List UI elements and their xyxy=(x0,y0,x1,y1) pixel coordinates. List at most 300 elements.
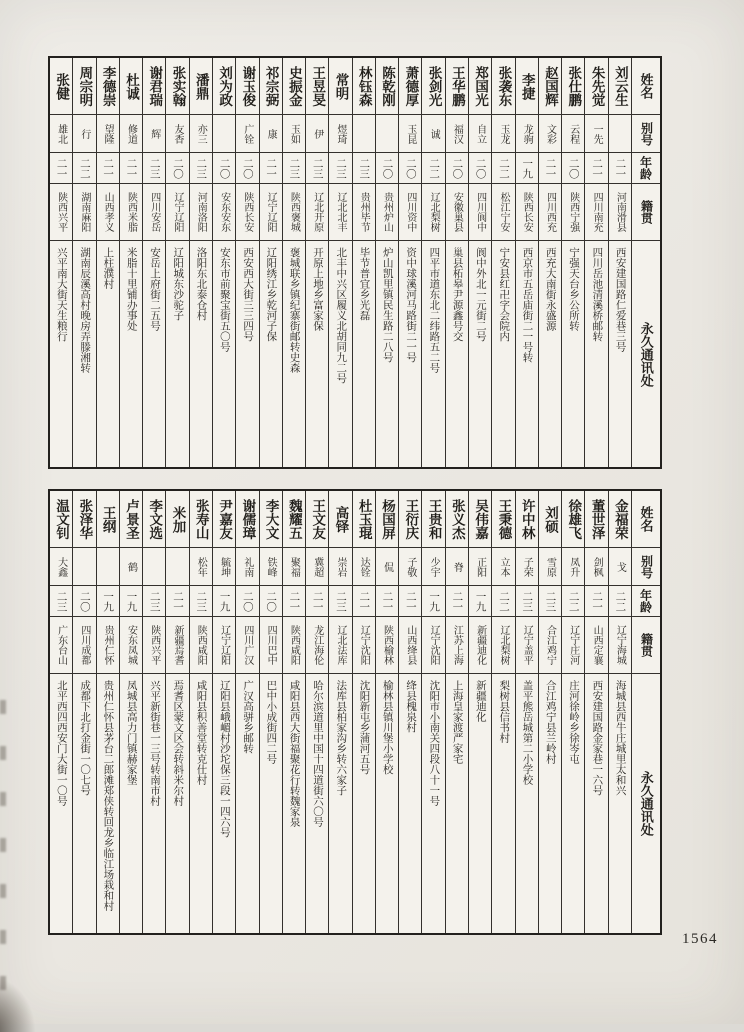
entry-column xyxy=(119,58,142,467)
entry-address: 海城县西牛庄城里太和兴 xyxy=(614,680,626,796)
entry-name: 张剑光 xyxy=(422,58,444,115)
entry-column xyxy=(352,58,375,467)
entry-column xyxy=(50,58,72,467)
entry-address: 盖平熊岳城第二小学校 xyxy=(521,680,533,785)
entry-alias: 戈 xyxy=(609,548,631,586)
entry-column xyxy=(352,491,375,933)
entry-address: 梨树县信书村 xyxy=(498,680,510,743)
entry-column xyxy=(538,491,561,933)
entry-origin: 龙江海伦 xyxy=(306,617,328,674)
entry-column xyxy=(375,491,398,933)
entry-name: 许中林 xyxy=(516,491,538,548)
entry-address: 巴中小成街四二号 xyxy=(265,680,277,764)
entry-column xyxy=(50,491,72,933)
entry-origin: 辽宁辽阳 xyxy=(166,184,188,241)
entry-age: 二〇 xyxy=(213,153,235,184)
entry-alias: 福汉 xyxy=(446,115,468,153)
entry-name: 温文钊 xyxy=(50,491,72,548)
entry-age: 二二 xyxy=(609,586,631,617)
entry-age: 二一 xyxy=(260,153,282,184)
entry-column xyxy=(142,58,165,467)
entry-name: 张袭东 xyxy=(492,58,514,115)
header-column xyxy=(631,58,660,467)
entry-name: 王贵和 xyxy=(422,491,444,548)
entry-origin: 山西定襄 xyxy=(585,617,607,674)
entry-column xyxy=(584,58,607,467)
entry-address: 开原上地乡富家保 xyxy=(311,247,323,331)
entry-column xyxy=(398,491,421,933)
entry-column xyxy=(72,491,95,933)
entry-origin: 陕西褒城 xyxy=(283,184,305,241)
entry-age: 二二 xyxy=(562,586,584,617)
entry-name: 金福荣 xyxy=(609,491,631,548)
entry-name: 王华鹏 xyxy=(446,58,468,115)
entry-column xyxy=(445,491,468,933)
entry-alias: 崇岩 xyxy=(329,548,351,586)
entry-alias: 雄北 xyxy=(50,115,72,153)
entry-name: 张义杰 xyxy=(446,491,468,548)
entry-age: 二一 xyxy=(97,153,119,184)
entry-address: 湖南辰溪高村晚房弄滕湘转 xyxy=(79,247,91,373)
entry-alias xyxy=(143,548,165,586)
entry-age: 一九 xyxy=(120,586,142,617)
entry-alias: 子敬 xyxy=(399,548,421,586)
directory-table-top xyxy=(48,56,662,469)
entry-name: 徐雄飞 xyxy=(562,491,584,548)
entry-address: 西安建国路仁爱巷三号 xyxy=(614,247,626,352)
entry-alias: 立本 xyxy=(492,548,514,586)
header-address-label: 永久通讯处 xyxy=(638,321,654,387)
entry-name: 王衍庆 xyxy=(399,491,421,548)
entry-alias: 修道 xyxy=(120,115,142,153)
entry-origin: 辽宁辽阳 xyxy=(260,184,282,241)
entry-address: 褒城联乡镇纪寨街邮转史森 xyxy=(288,247,300,373)
entry-address: 咸阳县积善堂转克仕村 xyxy=(195,680,207,785)
entry-column xyxy=(96,491,119,933)
header-column xyxy=(631,491,660,933)
entry-name: 卢景圣 xyxy=(120,491,142,548)
entry-column xyxy=(212,58,235,467)
entry-age: 二三 xyxy=(190,586,212,617)
entry-alias: 云程 xyxy=(562,115,584,153)
entry-origin: 四川南充 xyxy=(585,184,607,241)
entry-origin: 安徽巢县 xyxy=(446,184,468,241)
entry-column xyxy=(119,491,142,933)
entry-column xyxy=(96,58,119,467)
entry-age: 二一 xyxy=(539,153,561,184)
entry-name: 潘鼎 xyxy=(190,58,212,115)
entry-alias: 大鑫 xyxy=(50,548,72,586)
entry-column xyxy=(398,58,421,467)
entry-age: 二一 xyxy=(50,153,72,184)
entry-age: 二二 xyxy=(422,153,444,184)
entry-origin: 贵州仁怀 xyxy=(97,617,119,674)
entry-age: 二〇 xyxy=(236,153,258,184)
entry-name: 张健 xyxy=(50,58,72,115)
entry-name: 萧德厚 xyxy=(399,58,421,115)
entry-origin: 四川西充 xyxy=(539,184,561,241)
entry-alias: 凤升 xyxy=(562,548,584,586)
entry-address: 法库县柏家沟乡转六家子 xyxy=(335,680,347,796)
entry-origin: 辽宁沈阳 xyxy=(422,617,444,674)
entry-address: 辽阳城东沙驼子 xyxy=(172,247,184,321)
entry-age: 二二 xyxy=(73,153,95,184)
header-origin-label: 籍贯 xyxy=(632,184,660,241)
entry-name: 王文友 xyxy=(306,491,328,548)
entry-name: 张寿山 xyxy=(190,491,212,548)
entry-name: 李大文 xyxy=(260,491,282,548)
entry-age: 二三 xyxy=(306,153,328,184)
entry-name: 谢君瑞 xyxy=(143,58,165,115)
entry-name: 王纲 xyxy=(97,491,119,548)
entry-address: 毕节普宜乡光磊 xyxy=(358,247,370,321)
entry-alias xyxy=(213,115,235,153)
entry-age: 二一 xyxy=(166,586,188,617)
entry-origin: 辽宁庄河 xyxy=(562,617,584,674)
header-name-label: 姓名 xyxy=(632,58,660,115)
entry-alias: 鹤 xyxy=(120,548,142,586)
entry-column xyxy=(468,491,491,933)
entry-age: 二一 xyxy=(399,586,421,617)
entry-column xyxy=(421,58,444,467)
entry-address: 榆林县镇川堡小学校 xyxy=(381,680,393,775)
entry-origin: 四川安岳 xyxy=(143,184,165,241)
entry-origin: 安东安东 xyxy=(213,184,235,241)
entry-origin: 辽宁海城 xyxy=(609,617,631,674)
entry-origin: 江苏上海 xyxy=(446,617,468,674)
header-alias-label: 别号 xyxy=(632,115,660,153)
entry-name: 李德崇 xyxy=(97,58,119,115)
entry-origin: 陕西长安 xyxy=(236,184,258,241)
entry-address: 宁强天台乡公所转 xyxy=(568,247,580,331)
entry-origin: 湖南麻阳 xyxy=(73,184,95,241)
entry-column xyxy=(212,491,235,933)
entry-alias: 达铨 xyxy=(353,548,375,586)
entry-origin: 山西孝义 xyxy=(97,184,119,241)
entry-origin: 贵州炉山 xyxy=(376,184,398,241)
entry-age: 一九 xyxy=(469,586,491,617)
entry-origin: 辽北梨树 xyxy=(422,184,444,241)
entry-origin: 辽北梨树 xyxy=(492,617,514,674)
entry-alias xyxy=(97,548,119,586)
entry-age: 二三 xyxy=(516,586,538,617)
entry-column xyxy=(608,58,631,467)
entry-address: 沈阳新屯乡蒲河五号 xyxy=(358,680,370,775)
entry-alias: 聚福 xyxy=(283,548,305,586)
entry-alias: 辉 xyxy=(143,115,165,153)
entry-origin: 新疆迪化 xyxy=(469,617,491,674)
entry-address: 庄河徐岭乡徐岑屯 xyxy=(568,680,580,764)
entry-alias: 康 xyxy=(260,115,282,153)
entry-address: 辽阳绣江乡乾河子保 xyxy=(265,247,277,342)
entry-age: 二一 xyxy=(609,153,631,184)
entry-age: 二三 xyxy=(329,586,351,617)
entry-age: 二〇 xyxy=(562,153,584,184)
entry-column xyxy=(515,491,538,933)
entry-alias: 玉如 xyxy=(283,115,305,153)
entry-origin: 陕西米脂 xyxy=(120,184,142,241)
entry-address: 米脂十里铺办事处 xyxy=(125,247,137,331)
entry-origin: 合江鸡宁 xyxy=(539,617,561,674)
entry-column xyxy=(561,491,584,933)
entry-address: 哈尔滨道里中国十四道街六〇号 xyxy=(311,680,323,827)
entry-address: 兴平新街巷一三号转南市村 xyxy=(148,680,160,806)
entry-alias: 行 xyxy=(73,115,95,153)
entry-column xyxy=(491,491,514,933)
entry-age: 二〇 xyxy=(469,153,491,184)
entry-origin: 安东凤城 xyxy=(120,617,142,674)
entry-origin: 河南滑县 xyxy=(609,184,631,241)
directory-table-bottom xyxy=(48,489,662,935)
entry-age: 二三 xyxy=(143,153,165,184)
entry-age: 一九 xyxy=(213,586,235,617)
entry-alias: 松年 xyxy=(190,548,212,586)
entry-name: 尹嘉友 xyxy=(213,491,235,548)
entry-name: 常明 xyxy=(329,58,351,115)
entry-origin: 四川广汉 xyxy=(236,617,258,674)
entry-age: 二二 xyxy=(492,586,514,617)
entry-alias xyxy=(73,548,95,586)
entry-alias xyxy=(609,115,631,153)
entry-name: 魏耀五 xyxy=(283,491,305,548)
entry-column xyxy=(328,58,351,467)
entry-address: 新疆迪化 xyxy=(474,680,486,722)
entry-column xyxy=(305,491,328,933)
entry-column xyxy=(259,58,282,467)
entry-alias: 剑枫 xyxy=(585,548,607,586)
header-origin-label: 籍贯 xyxy=(632,617,660,674)
entry-alias: 正阳 xyxy=(469,548,491,586)
entry-origin: 陕西咸阳 xyxy=(190,617,212,674)
entry-address: 西充大南街永盛源 xyxy=(544,247,556,331)
entry-origin: 四川资中 xyxy=(399,184,421,241)
entry-address: 巢县柘皋尹源鑫号交 xyxy=(451,247,463,342)
entry-address: 凤城县高力门镇赫家堡 xyxy=(125,680,137,785)
entry-age: 二〇 xyxy=(376,153,398,184)
entry-origin: 河南洛阳 xyxy=(190,184,212,241)
entry-age: 二三 xyxy=(50,586,72,617)
entry-address: 兴平南大街天生粮行 xyxy=(55,247,67,342)
page-number: 1564 xyxy=(682,931,718,947)
entry-age: 二〇 xyxy=(236,586,258,617)
entry-name: 张仕鹏 xyxy=(562,58,584,115)
entry-alias: 文彩 xyxy=(539,115,561,153)
entry-alias: 礼南 xyxy=(236,548,258,586)
entry-name: 王昱旻 xyxy=(306,58,328,115)
entry-name: 赵国辉 xyxy=(539,58,561,115)
entry-name: 周宗明 xyxy=(73,58,95,115)
entry-origin: 贵州毕节 xyxy=(353,184,375,241)
entry-column xyxy=(282,58,305,467)
entry-name: 李文选 xyxy=(143,491,165,548)
entry-address: 宁安县红卍字会院内 xyxy=(498,247,510,342)
entry-alias: 一先 xyxy=(585,115,607,153)
entry-name: 王秉德 xyxy=(492,491,514,548)
entry-column xyxy=(375,58,398,467)
entry-column xyxy=(561,58,584,467)
entry-address: 安岳上府街二五号 xyxy=(148,247,160,331)
entry-age: 二三 xyxy=(143,586,165,617)
entry-alias: 少宇 xyxy=(422,548,444,586)
entry-age: 二一 xyxy=(353,586,375,617)
entry-name: 祁宗弼 xyxy=(260,58,282,115)
entry-name: 刘硕 xyxy=(539,491,561,548)
entry-alias: 煜琦 xyxy=(329,115,351,153)
entry-address: 西安建国路金家巷一六号 xyxy=(591,680,603,796)
entry-origin: 辽北北丰 xyxy=(329,184,351,241)
entry-age: 二一 xyxy=(306,586,328,617)
entry-origin: 辽宁辽阳 xyxy=(213,617,235,674)
entry-alias: 广铨 xyxy=(236,115,258,153)
entry-column xyxy=(189,491,212,933)
entry-origin: 辽北开原 xyxy=(306,184,328,241)
entry-column xyxy=(421,491,444,933)
entry-age: 二〇 xyxy=(446,153,468,184)
entry-column xyxy=(584,491,607,933)
entry-name: 郑国光 xyxy=(469,58,491,115)
header-name-label: 姓名 xyxy=(632,491,660,548)
entry-age: 二一 xyxy=(120,153,142,184)
entry-alias: 伊 xyxy=(306,115,328,153)
entry-alias: 铁峰 xyxy=(260,548,282,586)
header-age-label: 年龄 xyxy=(632,153,660,184)
entry-age: 二〇 xyxy=(399,153,421,184)
entry-alias xyxy=(376,115,398,153)
entry-origin: 广东台山 xyxy=(50,617,72,674)
entry-name: 张实翰 xyxy=(166,58,188,115)
header-age-label: 年龄 xyxy=(632,586,660,617)
entry-address: 绛县槐泉村 xyxy=(405,680,417,733)
entry-alias xyxy=(353,115,375,153)
entry-column xyxy=(259,491,282,933)
entry-address: 四平市道东北二纬路五二号 xyxy=(428,247,440,373)
entry-name: 林钰森 xyxy=(353,58,375,115)
entry-address: 咸阳县西大街福聚花行转魏家泉 xyxy=(288,680,300,827)
entry-age: 二三 xyxy=(353,153,375,184)
entry-column xyxy=(515,58,538,467)
entry-origin: 辽北法库 xyxy=(329,617,351,674)
entry-origin: 陕西咸阳 xyxy=(283,617,305,674)
entry-name: 杜玉琨 xyxy=(353,491,375,548)
entry-origin: 辽宁盖平 xyxy=(516,617,538,674)
entry-origin: 陕西长安 xyxy=(516,184,538,241)
entry-address: 广汉高骈乡邮转 xyxy=(242,680,254,754)
entry-age: 一九 xyxy=(422,586,444,617)
entry-origin: 辽宁沈阳 xyxy=(353,617,375,674)
entry-alias: 亦三 xyxy=(190,115,212,153)
entry-name: 朱先觉 xyxy=(585,58,607,115)
entry-column xyxy=(235,491,258,933)
entry-address: 贵州仁怀县茅台二郎滩郑侠转回龙乡临江场栽和村 xyxy=(102,680,114,911)
entry-alias: 友香 xyxy=(166,115,188,153)
entry-name: 董世泽 xyxy=(585,491,607,548)
entry-address: 西京市五岳庙街二一号转 xyxy=(521,247,533,363)
entry-address: 阆中外北一元街二号 xyxy=(474,247,486,342)
entry-alias: 侃 xyxy=(376,548,398,586)
entry-column xyxy=(165,491,188,933)
entry-name: 陈乾刚 xyxy=(376,58,398,115)
entry-origin: 四川阆中 xyxy=(469,184,491,241)
entry-name: 谢儒璋 xyxy=(236,491,258,548)
entry-name: 吴伟嘉 xyxy=(469,491,491,548)
entry-address: 四川岳池清溪桥邮转 xyxy=(591,247,603,342)
entry-age: 二〇 xyxy=(73,586,95,617)
entry-age: 二三 xyxy=(283,153,305,184)
entry-column xyxy=(142,491,165,933)
entry-alias: 望隆 xyxy=(97,115,119,153)
entry-alias: 子荣 xyxy=(516,548,538,586)
header-address-label: 永久通讯处 xyxy=(638,771,654,836)
entry-alias: 玉昆 xyxy=(399,115,421,153)
entry-name: 张泽华 xyxy=(73,491,95,548)
entry-address: 辽阳县峨嵋村沙坨保三段一四六号 xyxy=(218,680,230,838)
header-alias-label: 别号 xyxy=(632,548,660,586)
entry-age: 二一 xyxy=(283,586,305,617)
entry-age: 一九 xyxy=(516,153,538,184)
entry-column xyxy=(282,491,305,933)
entry-address: 成都下北打金街一〇七号 xyxy=(79,680,91,796)
entry-address: 焉耆区蒙文区会转斜米尔村 xyxy=(172,680,184,806)
entry-origin: 陕西榆林 xyxy=(376,617,398,674)
entry-age: 二二 xyxy=(492,153,514,184)
entry-age: 二一 xyxy=(585,586,607,617)
entry-column xyxy=(468,58,491,467)
entry-address: 北平西四西安门大街一〇号 xyxy=(55,680,67,806)
entry-column xyxy=(445,58,468,467)
entry-age: 二三 xyxy=(539,586,561,617)
entry-alias: 诚 xyxy=(422,115,444,153)
entry-origin: 陕西兴平 xyxy=(50,184,72,241)
entry-address: 北丰中兴区履义北胡同九二号 xyxy=(335,247,347,384)
entry-column xyxy=(189,58,212,467)
entry-address: 沈阳市小南关四段八十一号 xyxy=(428,680,440,806)
entry-alias: 雪原 xyxy=(539,548,561,586)
entry-address: 炉山凯里镇民生路二八号 xyxy=(381,247,393,363)
entry-origin: 山西绛县 xyxy=(399,617,421,674)
scan-edge-marks xyxy=(0,700,6,1000)
entry-address: 西安西大街三三四号 xyxy=(242,247,254,342)
entry-name: 李捷 xyxy=(516,58,538,115)
entry-age: 二〇 xyxy=(260,586,282,617)
entry-origin: 新疆焉耆 xyxy=(166,617,188,674)
entry-name: 米加 xyxy=(166,491,188,548)
entry-age: 二三 xyxy=(190,153,212,184)
entry-address: 洛阳东北泰仓村 xyxy=(195,247,207,321)
entry-origin: 松江宁安 xyxy=(492,184,514,241)
entry-age: 二一 xyxy=(376,586,398,617)
entry-name: 杨国屏 xyxy=(376,491,398,548)
entry-alias: 冀超 xyxy=(306,548,328,586)
entry-alias: 自立 xyxy=(469,115,491,153)
entry-address: 合江鸡宁县兰岭村 xyxy=(544,680,556,764)
entry-column xyxy=(608,491,631,933)
entry-origin: 四川巴中 xyxy=(260,617,282,674)
entry-age: 二一 xyxy=(446,586,468,617)
entry-address: 上海皇家渡严家宅 xyxy=(451,680,463,764)
entry-name: 刘云生 xyxy=(609,58,631,115)
entry-name: 谢玉俊 xyxy=(236,58,258,115)
entry-column xyxy=(491,58,514,467)
entry-alias xyxy=(166,548,188,586)
entry-age: 二三 xyxy=(329,153,351,184)
entry-address: 资中球溪河马路街二一号 xyxy=(405,247,417,363)
entry-alias: 玉龙 xyxy=(492,115,514,153)
entry-age: 一九 xyxy=(97,586,119,617)
entry-column xyxy=(305,58,328,467)
entry-column xyxy=(538,58,561,467)
entry-address: 上柱濮村 xyxy=(102,247,114,289)
entry-age: 二一 xyxy=(585,153,607,184)
